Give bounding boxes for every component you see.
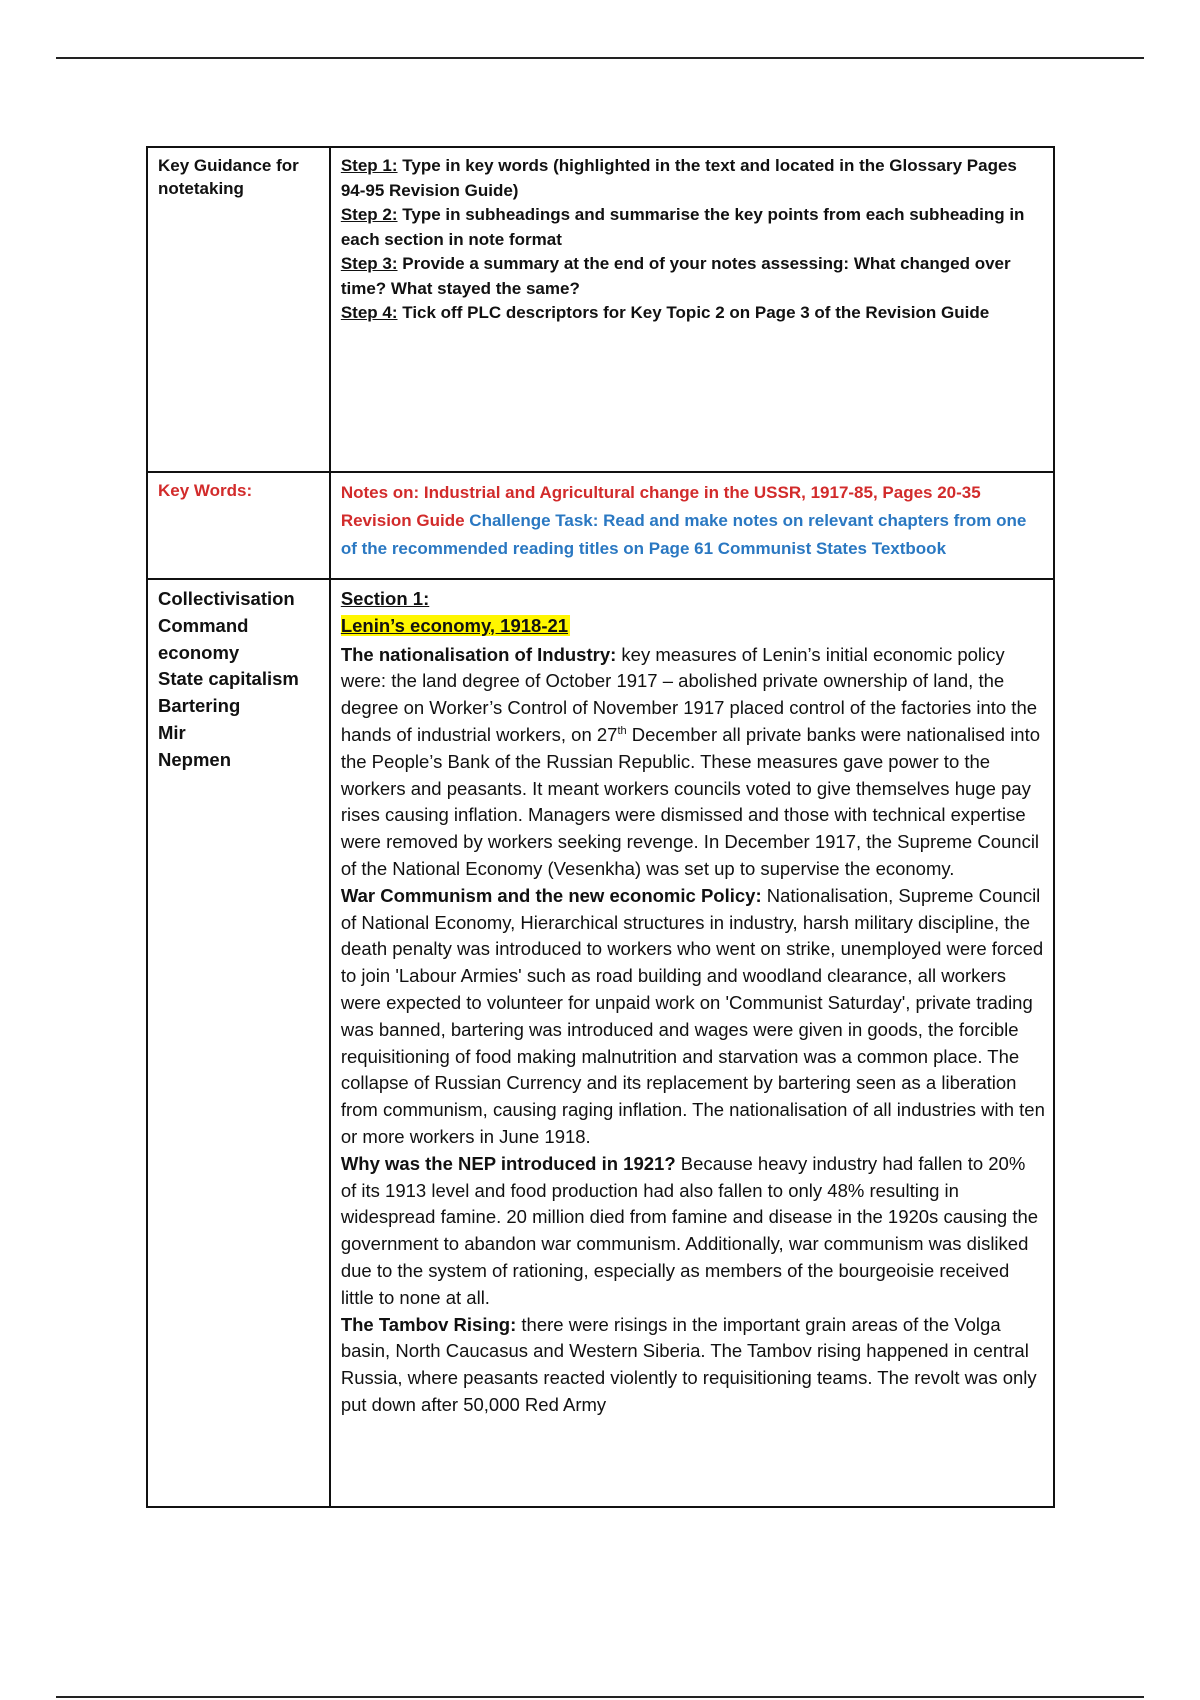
guidance-step-2 <box>341 203 1045 252</box>
step-3-text: Provide a summary at the end of your notes assessing: What changed over time? What stayed the same? <box>340 254 1011 298</box>
notes-info <box>341 479 1045 563</box>
section-subtitle-line <box>341 613 1045 642</box>
paragraph-heading: The Tambov Rising: <box>340 1313 517 1335</box>
section-title: Section 1: <box>340 588 430 609</box>
guidance-row <box>147 147 1054 472</box>
paragraph-nationalisation <box>341 642 1045 883</box>
guidance-step-3 <box>341 252 1045 301</box>
bottom-rule <box>56 1696 1144 1698</box>
key-term: Collectivisation <box>158 588 295 609</box>
paragraph-tambov <box>341 1312 1045 1419</box>
paragraph-heading: Why was the NEP introduced in 1921? <box>340 1152 676 1174</box>
key-terms-cell <box>147 579 330 1507</box>
paragraph-heading: The nationalisation of Industry: <box>340 643 617 665</box>
section-row <box>147 579 1054 1507</box>
paragraph-text: key measures of Lenin’s initial economic policy were: the land degree of October 1917 – abolished private ownership of land, the degree on Worker’s Control of November 1917 placed control of the factories into the hands of industrial workers, on 27 <box>340 643 1038 745</box>
key-term: State capitalism <box>158 668 299 690</box>
step-2-text: Type in subheadings and summarise the key points from each subheading in each section in note format <box>340 205 1025 249</box>
guidance-step-1 <box>341 154 1045 203</box>
step-1-text: Type in key words (highlighted in the text and located in the Glossary Pages 94-95 Revision Guide) <box>340 156 1017 200</box>
keywords-row <box>147 472 1054 579</box>
step-3-label: Step 3: <box>340 254 398 273</box>
paragraph-nep <box>341 1151 1045 1312</box>
notes-info-cell <box>330 472 1054 579</box>
paragraph-text: December all private banks were nationalised into the People’s Bank of the Russian Republic. These measures gave power to the workers and peasants. It meant workers councils voted to give themselves huge pay rises causing inflation. Managers were dismissed and those with technical expertise were removed by workers seeking revenge. In December 1917, the Supreme Council of the National Economy (Vesenkha) was set up to supervise the economy. <box>340 723 1041 879</box>
ordinal-suffix: th <box>617 724 627 737</box>
paragraph-text: Nationalisation, Supreme Council of National Economy, Hierarchical structures in industry, harsh military discipline, the death penalty was introduced to workers who went on strike, unemployed were forced to join 'Labour Armies' such as road building and woodland clearance, all workers were expected to volunteer for unpaid work on 'Communist Saturday', private trading was banned, bartering was introduced and wages were given in goods, the forcible requisitioning of food making malnutrition and starvation was a common place. The collapse of Russian Currency and its replacement by bartering seen as a liberation from communism, causing raging inflation. The nationalisation of all industries with ten or more workers in June 1918. <box>340 884 1045 1147</box>
top-rule <box>56 57 1144 59</box>
notes-table <box>146 146 1055 1508</box>
key-terms-list <box>158 586 321 774</box>
challenge-task-text: Challenge Task: Read and make notes on relevant chapters from one of the recommended reading titles on Page 61 Communist States Textbook <box>340 511 1027 558</box>
paragraph-text: Because heavy industry had fallen to 20% of its 1913 level and food production had also fallen to only 48% resulting in widespread famine. 20 million died from famine and disease in the 1920s causing the government to abandon war communism. Additionally, war communism was disliked due to the system of rationing, especially as members of the bourgeoisie received little to none at all. <box>340 1152 1039 1308</box>
guidance-step-4 <box>341 301 1045 326</box>
key-term: Mir <box>158 721 186 743</box>
step-2-label: Step 2: <box>340 205 398 224</box>
paragraph-war-communism <box>341 883 1045 1151</box>
key-term: Nepmen <box>158 748 231 770</box>
key-term: Bartering <box>158 695 241 717</box>
keywords-heading: Key Words: <box>158 481 253 500</box>
section-notes-cell <box>330 579 1054 1507</box>
key-term: Command economy <box>158 614 249 663</box>
keywords-heading-cell <box>147 472 330 579</box>
guidance-heading: Key Guidance for notetaking <box>158 156 299 198</box>
step-1-label: Step 1: <box>340 156 398 175</box>
step-4-text: Tick off PLC descriptors for Key Topic 2 on Page 3 of the Revision Guide <box>397 303 990 322</box>
guidance-heading-cell <box>147 147 330 472</box>
step-4-label: Step 4: <box>340 303 398 322</box>
guidance-steps-cell <box>330 147 1054 472</box>
section-subtitle: Lenin’s economy, 1918-21 <box>340 614 569 636</box>
paragraph-text: there were risings in the important grain areas of the Volga basin, North Caucasus and Western Siberia. The Tambov rising happened in central Russia, where peasants reacted violently to requisitioning teams. The revolt was only put down after 50,000 Red Army <box>340 1313 1037 1415</box>
paragraph-heading: War Communism and the new economic Policy: <box>340 884 762 906</box>
notes-on-text: Notes on: Industrial and Agricultural change in the USSR, 1917-85, Pages 20-35 Revision Guide <box>340 483 981 530</box>
